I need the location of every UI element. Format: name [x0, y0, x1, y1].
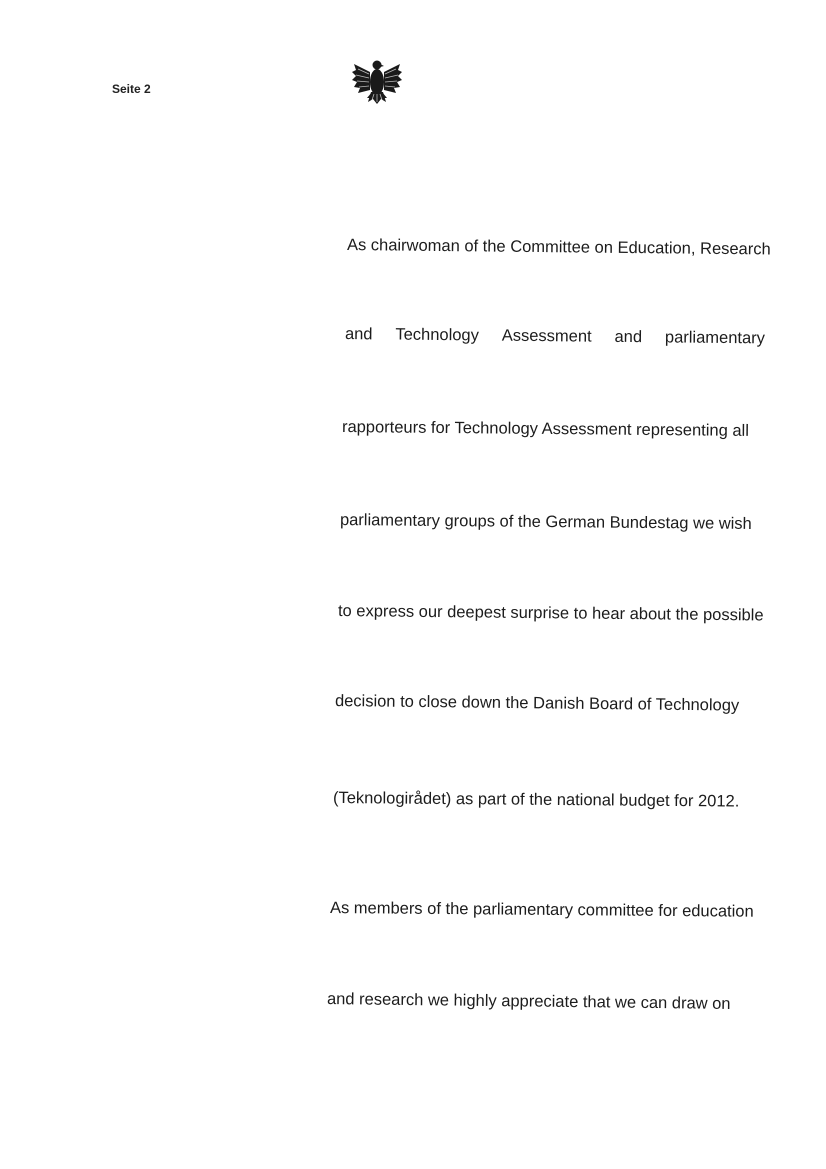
- letter-line: As members of the parliamentary committee for education: [329, 899, 754, 921]
- letter-line: decision to close down the Danish Board of Technology: [334, 692, 740, 715]
- letter-line: rapporteurs for Technology Assessment representing all: [341, 418, 749, 440]
- word: Technology: [395, 325, 479, 345]
- federal-eagle-icon: [350, 58, 404, 106]
- letter-line: to express our deepest surprise to hear about the possible: [337, 602, 764, 625]
- letter-line: and research we highly appreciate that we can draw on: [326, 990, 731, 1013]
- word: and: [344, 325, 373, 344]
- word: parliamentary: [664, 328, 766, 348]
- word: and: [614, 327, 643, 347]
- word: Assessment: [501, 326, 592, 346]
- letter-line: As chairwoman of the Committee on Education, Research: [346, 236, 771, 259]
- letter-line: (Teknologirådet) as part of the national budget for 2012.: [332, 789, 740, 811]
- letter-line-justified: [345, 325, 765, 348]
- letter-line: parliamentary groups of the German Bundestag we wish: [339, 511, 752, 533]
- page-number: Seite 2: [112, 82, 151, 96]
